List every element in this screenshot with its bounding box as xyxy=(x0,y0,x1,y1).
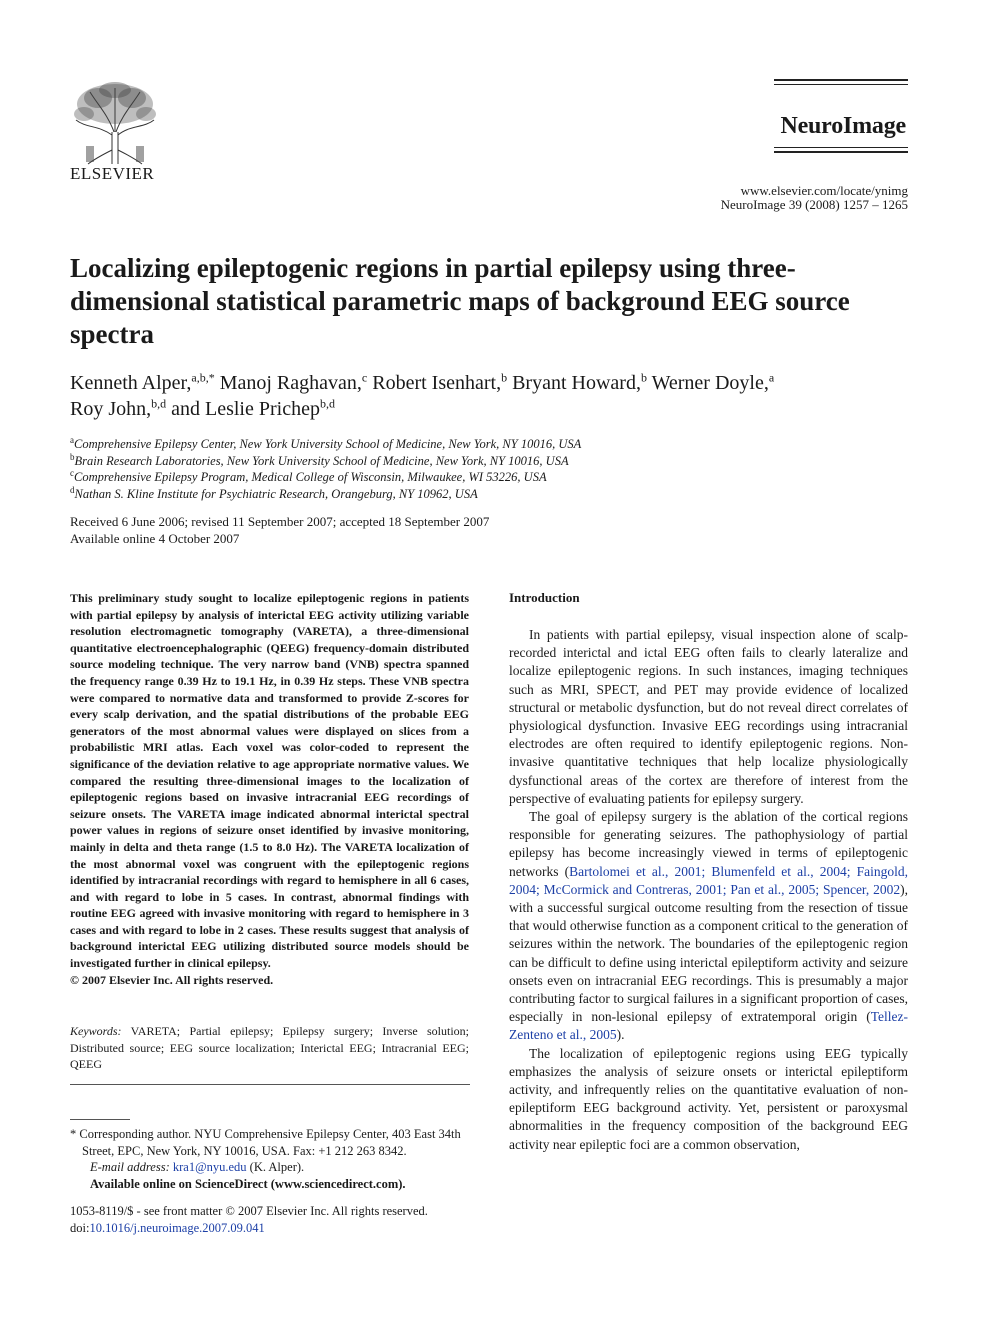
abstract-text: This preliminary study sought to localize epileptogenic regions in patients with partial epilepsy by analysis of interictal EEG activity utilizing variable resolution electromagnetic tomography (VARETA), a three-dimensional quantitative electroencephalographic (QEEG) frequency-domain distributed source modeling technique. The very narrow band (VNB) spectra spanned the frequency range 0.39 Hz to 19.1 Hz, in 0.39 Hz steps. These VNB spectra were compared to normative data and transformed to provide Z-scores for every scalp derivation, and the spatial distributions of the probable EEG generators of the most abnormal values were displayed on slices from a probabilistic MRI atlas. Each voxel was color-coded to represent the significance of the deviation relative to age appropriate normative values. We compared the resulting three-dimensional images to the localization of epileptogenic regions based on invasive intracranial EEG recordings of seizure onsets. The VARETA image indicated abnormal interictal spectral power values in regions of seizure onset identified by invasive monitoring, mainly in delta and theta range (1.5 to 8.0 Hz). The VARETA localization of the most abnormal voxel was congruent with the epileptogenic regions identified by intracranial recordings with regard to hemisphere in all 6 cases, and with regard to lobe in 5 cases. In contrast, abnormal findings with routine EEG agreed with invasive monitoring with regard to hemisphere in 3 cases and with regard to lobe in 2 cases. These results suggest that analysis of background interictal EEG utilizing distributed source models should be investigated further in clinical epilepsy. xyxy=(70,591,469,971)
author[interactable]: Robert Isenhart,$^b$ xyxy=(372,370,508,394)
author[interactable]: Werner Doyle,$^a$ xyxy=(651,370,775,394)
abstract-divider xyxy=(70,1084,470,1085)
abstract-copyright: © 2007 Elsevier Inc. All rights reserved. xyxy=(70,972,274,987)
citation-link[interactable]: Bartolomei et al., 2001; Blumenfeld et al., 2004; Faingold, 2004; McCormick and Contreras, 2001; Pan et al., 2005; Spencer, 2002 xyxy=(509,863,908,897)
paragraph: The localization of epileptogenic regions using EEG typically emphasizes the analysis of seizure onsets or interictal epileptiform activity, and infrequently relies on the quantitative evaluation of non-epileptiform EEG background activity. Yet, persistent or paroxysmal abnormalities in the frequency composition of the background EEG activity near epileptic foci are a common observation, xyxy=(509,1045,908,1152)
email-suffix: (K. Alper). xyxy=(249,1160,305,1174)
author[interactable]: and Leslie Prichep$^{b,d}$ xyxy=(171,396,335,420)
citation-link[interactable]: Tellez-Zenteno et al., 2005 xyxy=(509,1009,908,1043)
journal-citation: NeuroImage 39 (2008) 1257 – 1265 xyxy=(720,197,908,212)
author[interactable]: Roy John,$^{b,d}$ xyxy=(70,396,167,420)
paragraph: The goal of epilepsy surgery is the ablation of the cortical regions responsible for generating seizures. The pathophysiology of partial epilepsy has become increasingly viewed in terms of epileptogenic networks (Bartolomei et al., 2001; Blumenfeld et al., 2004; Faingold, 2004; McCormick and Contreras, 2001; Pan et al., 2005; Spencer, 2002), with a successful surgical outcome resulting from the resection of tissue that would otherwise function as a component critical to the generation of seizures within the network. The boundaries of the epileptogenic region can be difficult to define using interictal epileptiform activity and seizure onsets even on intracranial EEG recordings. This is presumably a major contributing factor to surgical failures in a significant proportion of cases, especially in non-lesional epilepsy of extratemporal origin (Tellez-Zenteno et al., 2005). xyxy=(509,809,908,1043)
keywords-label: Keywords: xyxy=(70,1024,122,1038)
publisher-name: ELSEVIER xyxy=(70,164,155,183)
paragraph: In patients with partial epilepsy, visual inspection alone of scalp-recorded interictal and ictal EEG often fails to clearly lateralize and localize epileptogenic regions. In such instances, imaging techniques such as MRI, SPECT, and PET may provide evidence of localized structural or metabolic dysfunction, but do not reveal direct correlates of physiological dysfunction. Invasive EEG recordings using intracranial electrodes are often required to identify epileptogenic regions. Non-invasive quantitative techniques that help localize physiologically dysfunctional areas of the cortex are therefore of interest from the perspective of evaluating patients for epilepsy surgery. xyxy=(509,627,908,806)
keywords-text: VARETA; Partial epilepsy; Epilepsy surgery; Inverse solution; Distributed source; EEG source localization; Interictal EEG; Intracranial EEG; QEEG xyxy=(70,1024,469,1072)
received-dates: Received 6 June 2006; revised 11 September 2007; accepted 18 September 2007 xyxy=(70,514,490,529)
section-heading-introduction: Introduction xyxy=(509,590,580,605)
affiliation: $^b$Brain Research Laboratories, New York University School of Medicine, New York, NY 10016, USA xyxy=(70,451,569,468)
abstract xyxy=(70,590,469,988)
author[interactable]: Kenneth Alper,$^{a,b,*}$ xyxy=(70,370,215,394)
author[interactable]: Bryant Howard,$^b$ xyxy=(512,370,647,394)
affiliation: $^d$Nathan S. Kline Institute for Psychiatric Research, Orangeburg, NY 10962, USA xyxy=(70,484,478,501)
author-list xyxy=(70,370,910,422)
article-title: Localizing epileptogenic regions in partial epilepsy using three-dimensional statistical parametric maps of background EEG source spectra xyxy=(70,253,850,349)
front-matter xyxy=(70,1203,470,1236)
doi-link[interactable]: 10.1016/j.neuroimage.2007.09.041 xyxy=(89,1220,265,1235)
journal-rule-bottom xyxy=(774,151,908,153)
affiliation: $^c$Comprehensive Epilepsy Program, Medical College of Wisconsin, Milwaukee, WI 53226, USA xyxy=(70,467,547,484)
article-history xyxy=(70,513,910,547)
issn-line: 1053-8119/$ - see front matter © 2007 Elsevier Inc. All rights reserved. xyxy=(70,1204,428,1218)
affiliation: $^a$Comprehensive Epilepsy Center, New York University School of Medicine, New York, NY 10016, USA xyxy=(70,434,582,451)
journal-rule-top-thin xyxy=(774,84,908,85)
journal-rule-bottom-thin xyxy=(774,147,908,148)
available-online-date: Available online 4 October 2007 xyxy=(70,531,240,546)
author[interactable]: Manoj Raghavan,$^c$ xyxy=(219,370,368,394)
affiliations xyxy=(70,436,910,502)
introduction-body xyxy=(509,626,908,1154)
doi-line xyxy=(70,1220,470,1237)
email-line xyxy=(70,1159,470,1176)
doi-label: doi: xyxy=(70,1220,90,1235)
footnote-divider xyxy=(70,1119,130,1120)
journal-url[interactable]: www.elsevier.com/locate/ynimg xyxy=(740,183,908,198)
email-label: E-mail address: xyxy=(90,1160,170,1174)
journal-rule-top xyxy=(774,79,908,81)
keywords xyxy=(70,1023,469,1073)
footnotes xyxy=(70,1126,470,1192)
email-link[interactable]: kra1@nyu.edu xyxy=(172,1160,247,1174)
corresponding-author-note: * Corresponding author. NYU Comprehensive Epilepsy Center, 403 East 34th Street, EPC, New York, NY 10016, USA. Fax: +1 212 263 8342. xyxy=(70,1127,461,1158)
journal-name: NeuroImage xyxy=(780,113,906,139)
sciencedirect-note: Available online on ScienceDirect (www.sciencedirect.com). xyxy=(90,1176,406,1191)
